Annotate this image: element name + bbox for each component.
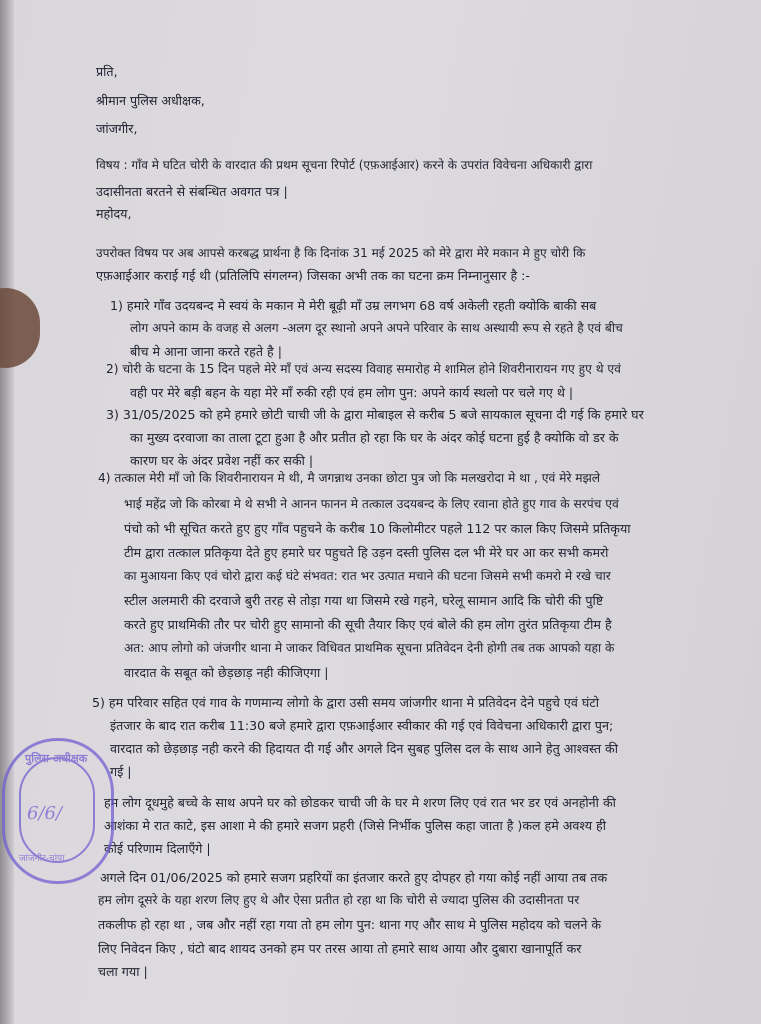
intro-line-1: उपरोक्त विषय पर अब आपसे करबद्ध प्रार्थना है कि दिनांक 31 मई 2025 को मेरे द्वारा मेरे मकान मे हुए चोरी कि (96, 246, 586, 260)
seal-top-text: पुलिस अधीक्षक (25, 752, 88, 765)
para-4-line-7: करते हुए प्राथमिकी तौर पर चोरी हुए सामानो की सूची तैयार किए एवं बोले की हम लोग तुरंत प्रतिकृया टीम है (124, 617, 612, 632)
para-7-line-4: लिए निवेदन किए , घंटो बाद शायद उनको हम पर तरस आया तो हमारे साथ आया और दुबारा खानापूर्ति कर (98, 941, 582, 956)
page-shadow (0, 0, 14, 1024)
para-5-line-2: इंतजार के बाद रात करीब 11:30 बजे हमारे द्वारा एफ़आईआर स्वीकार की गई एवं विवेचना अधिकारी द्वारा पुन; (110, 718, 614, 733)
para-7-line-1: अगले दिन 01/06/2025 को हमारे सजग प्रहरियों का इंतजार करते हुए दोपहर हो गया कोई नहीं आया तब तक (100, 870, 608, 885)
para-1-line-2: लोग अपने काम के वजह से अलग -अलग दूर स्थानो अपने अपने परिवार के साथ अस्थायी रूप से रहते है एवं बीच (130, 321, 623, 335)
para-4-line-4: टीम द्वारा तत्काल प्रतिकृया देते हुए हमारे घर पहुचते हि उड़न दस्ती पुलिस दल भी मेरे घर आ कर सभी कमरो (124, 545, 609, 560)
para-3-line-3: कारण घर के अंदर प्रवेश नहीं कर सकी | (130, 453, 314, 468)
para-6-line-2: आशंका मे रात काटे, इस आशा मे की हमारे सजग प्रहरी (जिसे निर्भीक पुलिस कहा जाता है )कल हमे अवश्य ही (104, 818, 607, 833)
subject-line-2: उदासीनता बरतने से संबन्धित अवगत पत्र | (96, 184, 288, 199)
para-4-line-3: पंचो को भी सूचित करते हुए हुए गाँव पहुचने के करीब 10 किलोमीटर पहले 112 पर काल किए जिसमे प्रतिकृया (124, 521, 631, 536)
city: जांजगीर, (96, 121, 138, 136)
seal-bottom-text: जांजगीर-चांपा (19, 854, 65, 864)
para-4-line-2: भाई महेंद्र जो कि कोरबा मे थे सभी ने आनन फानन मे तत्काल उदयबन्द के लिए रवाना होते हुए गाव के सरपंच एवं (124, 497, 619, 511)
salutation-to: प्रति, (96, 64, 118, 79)
para-3-line-1: 3) 31/05/2025 को हमे हमारे छोटी चाची जी के द्वारा मोबाइल से करीब 5 बजे सायकाल सूचना दी गई कि हमारे घर (106, 407, 644, 422)
para-4-line-8: अत: आप लोगो को जंजगीर थाना मे जाकर विधिवत प्राथमिक सूचना प्रतिवेदन देनी होगी तब तक आपको यहा के (124, 641, 615, 655)
addressee: श्रीमान पुलिस अधीक्षक, (96, 93, 205, 108)
police-seal-stamp (2, 738, 114, 884)
para-4-line-6: स्टील अलमारी की दरवाजे बुरी तरह से तोड़ा गया था जिसमे रखे गहने, घरेलू सामान आदि कि चोरी की पुष्टि (124, 593, 604, 608)
para-2-line-2: वही पर मेरे बड़ी बहन के यहा मेरे माँ रुकी रही एवं हम लोग पुन: अपने कार्य स्थलो पर चले गए थे | (130, 385, 574, 400)
para-5-line-4: गई | (110, 764, 132, 779)
para-7-line-2: हम लोग दूसरे के यहा शरण लिए हुए थे और ऐसा प्रतीत हो रहा था कि चोरी से ज्यादा पुलिस की उदासीनता पर (98, 893, 580, 907)
para-2-line-1: 2) चोरी के घटना के 15 दिन पहले मेरे माँ एवं अन्य सदस्य विवाह समारोह मे शामिल होने शिवरीनारायन गए हुए थे एवं (106, 362, 621, 376)
para-6-line-3: कोई परिणाम दिलाएँगे | (104, 841, 211, 856)
para-5-line-3: वारदात को छेड़छाड़ नही करने की हिदायत दी गई और अगले दिन सुबह पुलिस दल के साथ आने हेतु आश्वस्त की (110, 741, 618, 756)
para-6-line-1: हम लोग दूधमुहे बच्चे के साथ अपने घर को छोडकर चाची जी के घर मे शरण लिए एवं रात भर डर एवं अनहोनी की (104, 795, 616, 810)
para-1-line-1: 1) हमारे गाँव उदयबन्द मे स्वयं के मकान मे मेरी बूढ़ी माँ उम्र लगभग 68 वर्ष अकेली रहती क्योकि बाकी सब (110, 298, 597, 313)
seal-handwritten-date: 6/6/ (27, 803, 63, 824)
para-4-line-9: वारदात के सबूत को छेड़छाड़ नही कीजिएगा | (124, 665, 329, 680)
subject-line-1: विषय : गाँव मे घटित चोरी के वारदात की प्रथम सूचना रिपोर्ट (एफ़आईआर) करने के उपरांत विवेचना अधिकारी द्वारा (96, 158, 593, 172)
para-7-line-5: चला गया | (98, 964, 148, 979)
para-5-line-1: 5) हम परिवार सहित एवं गाव के गणमान्य लोगो के द्वारा उसी समय जांजगीर थाना मे प्रतिवेदन देने पहुचे एवं घंटो (92, 695, 599, 710)
finger-in-photo (0, 288, 40, 368)
para-4-line-5: का मुआयना किए एवं चोरो द्वारा कई घंटे संभवत: रात भर उत्पात मचाने की घटना जिसमे सभी कमरो मे रखे चार (124, 569, 611, 583)
greeting: महोदय, (96, 206, 132, 221)
para-3-line-2: का मुख्य दरवाजा का ताला टूटा हुआ है और प्रतीत हो रहा कि घर के अंदर कोई घटना हुई है क्योकि वो डर के (130, 430, 619, 445)
para-7-line-3: तकलीफ हो रहा था , जब और नहीं रहा गया तो हम लोग पुन: थाना गए और साथ मे पुलिस महोदय को चलने के (98, 917, 602, 932)
para-4-line-1: 4) तत्काल मेरी माँ जो कि शिवरीनारायन मे थी, मै जगन्नाथ उनका छोटा पुत्र जो कि मलखरोदा मे था , एवं मेरे मझले (98, 471, 601, 485)
intro-line-2: एफ़आईआर कराई गई थी (प्रतिलिपि संगलग्न) जिसका अभी तक का घटना क्रम निम्नानुसार है :- (96, 268, 530, 283)
para-1-line-3: बीच मे आना जाना करते रहते है | (130, 344, 282, 359)
